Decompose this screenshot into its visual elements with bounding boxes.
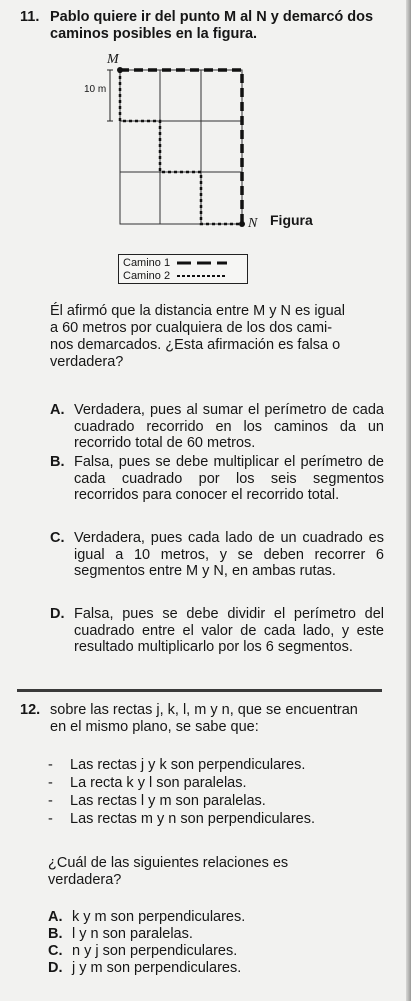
grid-lines bbox=[120, 70, 242, 224]
figure-label: Figura bbox=[270, 212, 313, 228]
q12-option-b-text: l y n son paralelas. bbox=[72, 926, 193, 942]
q11-option-c-letter: C. bbox=[50, 530, 65, 546]
q11-option-b-text: Falsa, pues se debe multiplicar el perímetro de cada cuadrado por los seis segmentos recorridos para conocer el recorrido total. bbox=[74, 454, 384, 503]
fact-3-text: Las rectas l y m son paralelas. bbox=[70, 793, 266, 809]
q12-option-c-text: n y j son perpendiculares. bbox=[72, 943, 238, 959]
point-n-label: N bbox=[248, 216, 258, 231]
figure-legend bbox=[118, 254, 248, 284]
question-12-ask-line-1: ¿Cuál de las siguientes relaciones es bbox=[48, 855, 289, 871]
question-12-prompt-line-2: en el mismo plano, se sabe que: bbox=[50, 719, 259, 735]
q12-option-a-text: k y m son perpendiculares. bbox=[72, 909, 246, 925]
question-12-ask-line-2: verdadera? bbox=[48, 872, 122, 888]
question-11-number: 11. bbox=[20, 9, 40, 25]
fact-1-text: Las rectas j y k son perpendiculares. bbox=[70, 757, 306, 773]
legend-path-2-swatch bbox=[177, 272, 227, 280]
path-1-line bbox=[120, 70, 242, 224]
q11-option-b-letter: B. bbox=[50, 454, 65, 470]
fact-4-text: Las rectas m y n son perpendiculares. bbox=[70, 811, 316, 827]
q11-option-d-letter: D. bbox=[50, 606, 65, 622]
question-11-prompt-line-1: Pablo quiere ir del punto M al N y demarcó dos bbox=[50, 9, 374, 25]
question-12-number: 12. bbox=[20, 702, 41, 718]
q11-option-a-text: Verdadera, pues al sumar el perímetro de cada cuadrado recorrido en los caminos da un recorrido total de 60 metros. bbox=[74, 402, 384, 451]
question-12-prompt-line-1: sobre las rectas j, k, l, m y n, que se encuentran bbox=[50, 702, 358, 718]
grid-outline bbox=[120, 70, 242, 224]
fact-2-text: La recta k y l son paralelas. bbox=[70, 775, 247, 791]
page-edge-shadow bbox=[406, 0, 411, 1001]
q12-option-c-letter: C. bbox=[48, 943, 63, 959]
q11-option-d-text: Falsa, pues se debe dividir el perímetro del cuadrado entre el valor de cada lado, y este resultado multiplicarlo por los 6 segmentos. bbox=[74, 606, 384, 655]
point-n-dot bbox=[239, 221, 245, 227]
scale-label: 10 m bbox=[84, 84, 107, 95]
grid-figure bbox=[100, 56, 270, 236]
statement-line-3: nos demarcados. ¿Esta afirmación es falsa o bbox=[50, 337, 341, 353]
q12-option-a-letter: A. bbox=[48, 909, 63, 925]
legend-path-2-label: Camino 2 bbox=[123, 270, 171, 282]
q11-option-c-text: Verdadera, pues cada lado de un cuadrado es igual a 10 metros, y se deben recorrer 6 segmentos entre M y N, en ambas rutas. bbox=[74, 530, 384, 579]
question-11-prompt-line-2: caminos posibles en la figura. bbox=[50, 26, 258, 42]
statement-line-1: Él afirmó que la distancia entre M y N es igual bbox=[50, 303, 345, 319]
statement-line-4: verdadera? bbox=[50, 354, 124, 370]
q12-option-d-letter: D. bbox=[48, 960, 63, 976]
q12-option-b-letter: B. bbox=[48, 926, 63, 942]
legend-path-1-label: Camino 1 bbox=[123, 257, 171, 269]
legend-path-1-swatch bbox=[177, 259, 227, 267]
statement-line-2: a 60 metros por cualquiera de los dos cami- bbox=[50, 320, 333, 336]
section-divider bbox=[17, 689, 382, 692]
point-m-label: M bbox=[107, 52, 119, 67]
q11-option-a-letter: A. bbox=[50, 402, 65, 418]
path-2-line bbox=[120, 70, 242, 224]
scale-bracket bbox=[107, 70, 113, 121]
exam-page: 11. Pablo quiere ir del punto M al N y demarcó dos caminos posibles en la figura. M 10 m N Figura Camino 1 Camino 2 Él afirmó que la distancia entre M y N es igual a 60 metros por cualquiera de los dos cami- nos demarcados. ¿Esta afirmación es falsa o verdadera? A. Verdadera, pues al sumar el perímetro de cada cuadrado recorrido en los caminos da un recorrido total de 60 metros. B. Falsa, pues se debe multiplicar el perímetro de cada cuadrado por los seis segmentos recorridos para conocer el recorrido total. C. Verdadera, pues cada lado de un cuadrado es igual a 10 metros, y se deben recorrer 6 segmentos entre M y N, en ambas rutas. D. Falsa, pues se debe dividir el perímetro del cuadrado entre el valor de cada lado, y este resultado multiplicarlo por los 6 segmentos. 12. sobre las rectas j, k, l, m y n, que se encuentran en el mismo plano, se sabe que: - Las rectas j y k son perpendiculares. - La recta k y l son paralelas. - Las rectas l y m son paralelas. - Las rectas m y n son perpendiculares. ¿Cuál de las siguientes relaciones es verdadera? A. k y m son perpendiculares. B. l y n son paralelas. C. n y j son perpendiculares. D. j y m son perpendiculares. bbox=[0, 0, 411, 1001]
q12-option-d-text: j y m son perpendiculares. bbox=[72, 960, 242, 976]
